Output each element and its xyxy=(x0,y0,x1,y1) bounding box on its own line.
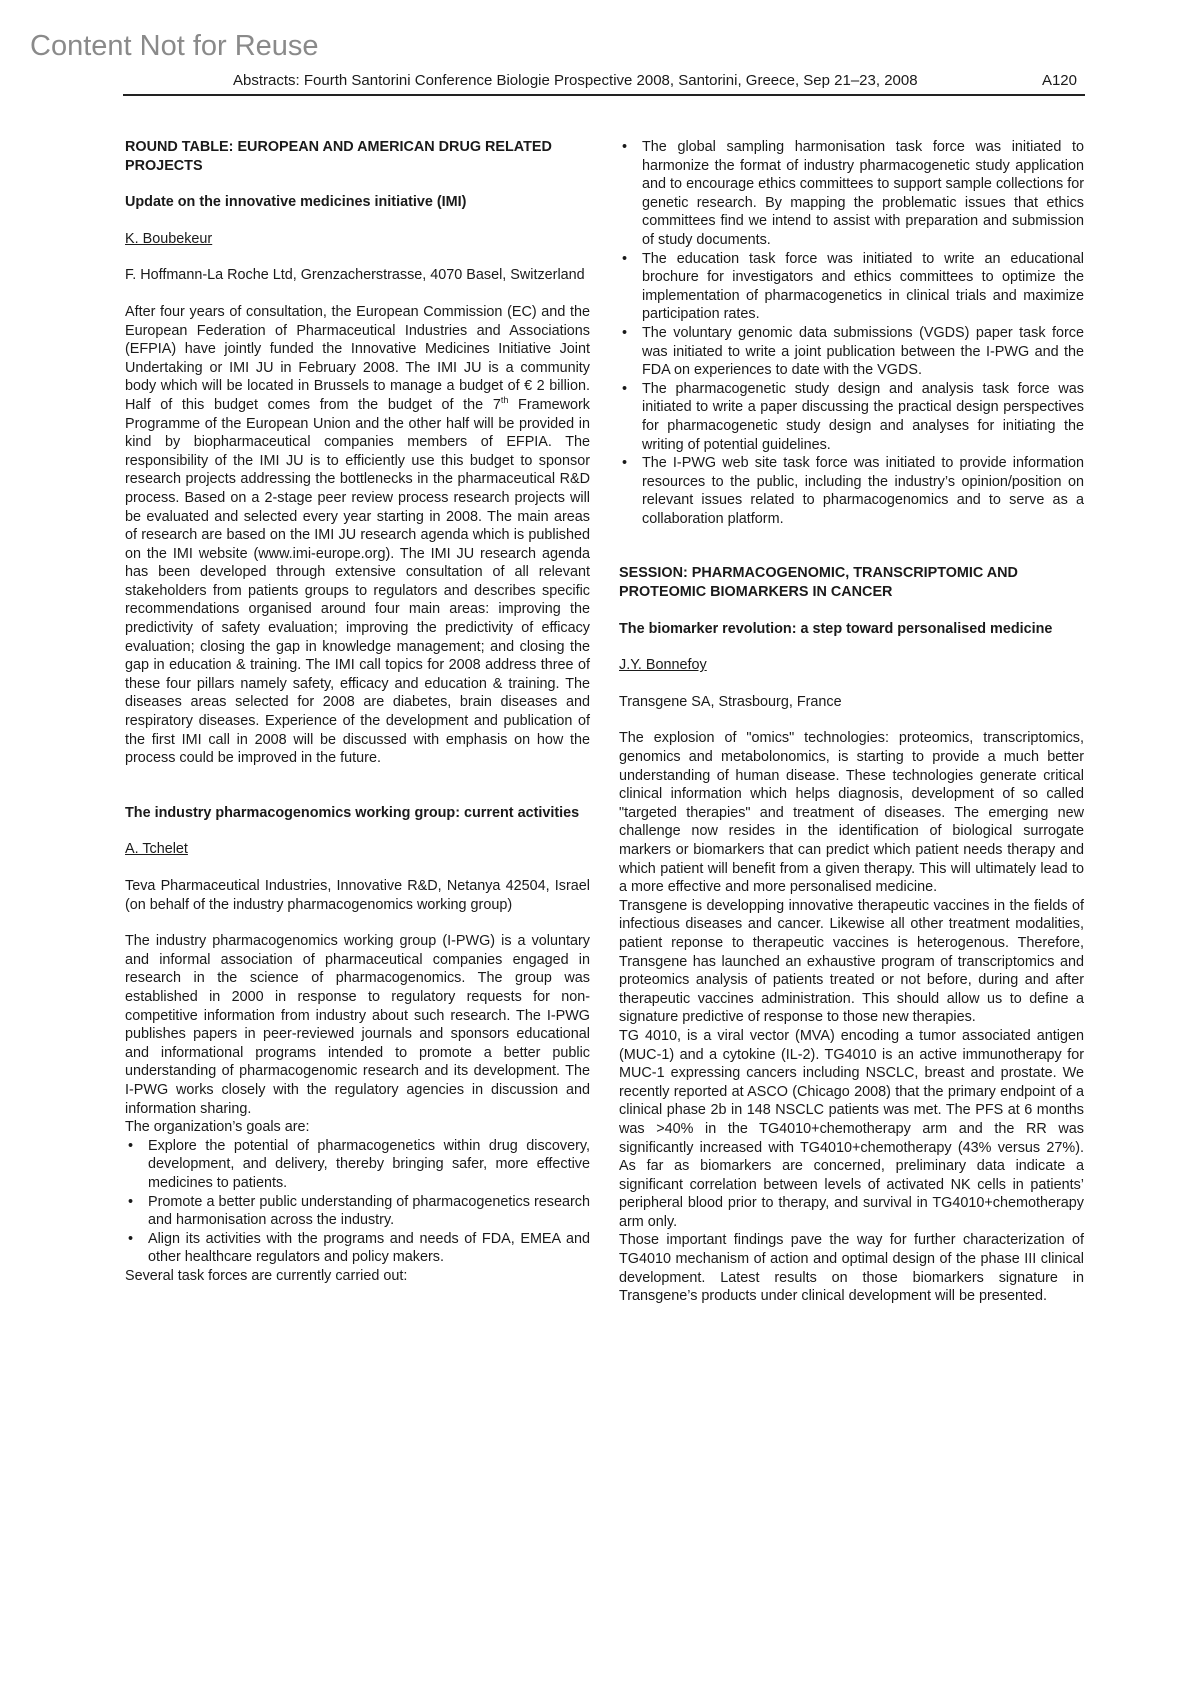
left-column xyxy=(125,138,590,1285)
abstract-body xyxy=(125,303,590,768)
abstract-title: The biomarker revolution: a step toward personalised medicine xyxy=(619,620,1053,637)
task-forces-intro: Several task forces are currently carried out: xyxy=(125,1267,408,1284)
section-title: SESSION: PHARMACOGENOMIC, TRANSCRIPTOMIC AND PROTEOMIC BIOMARKERS IN CANCER xyxy=(619,565,1018,601)
section-title: ROUND TABLE: EUROPEAN AND AMERICAN DRUG RELATED PROJECTS xyxy=(125,139,552,174)
right-column xyxy=(619,138,1084,1306)
abstract-title: Update on the innovative medicines initiative (IMI) xyxy=(125,194,467,211)
author: K. Boubekeur xyxy=(125,230,213,247)
list-item: • The education task force was initiated to write an educational brochure for investigators and ethics committees to optimize the implementation of pharmacogenetics in clinical trials and maximize participation rates. xyxy=(619,250,1084,324)
list-item: • The pharmacogenetic study design and analysis task force was initiated to write a paper discussing the practical design perspectives for pharmacogenetic study design and analyses for initiating the writing of potential guidelines. xyxy=(619,380,1084,454)
goals-list xyxy=(125,1137,590,1267)
author: A. Tchelet xyxy=(125,841,188,858)
abstract-paragraph: Transgene is developping innovative therapeutic vaccines in the fields of infectious diseases and cancer. Likewise all other treatment modalities, patient reponse to therapeutic vaccines is heterogenous. Therefore, Transgene has launched an exhaustive program of transcriptomics and proteomics analysis of patients treated or not before, during and after therapeutic vaccines administration. This should allow us to define a signature predictive of response to those new therapies. xyxy=(619,897,1084,1026)
list-item: • Explore the potential of pharmacogenetics within drug discovery, development, and delivery, thereby bringing safer, more effective medicines to patients. xyxy=(125,1137,590,1193)
author: J.Y. Bonnefoy xyxy=(619,657,707,674)
running-header xyxy=(123,70,1085,96)
page-number: A120 xyxy=(1041,72,1077,89)
journal-header-title: Abstracts: Fourth Santorini Conference Biologie Prospective 2008, Santorini, Greece, Sep 21–23, 2008 xyxy=(233,72,918,89)
affiliation: Teva Pharmaceutical Industries, Innovative R&D, Netanya 42504, Israel (on behalf of the industry pharmacogenomics working group) xyxy=(125,878,590,913)
body-text: Framework Programme of the European Union and the other half will be provided in kind by biopharmaceutical companies members of EFPIA. The responsibility of the IMI JU is to efficiently use this budget to sponsor research projects addressing the bottlenecks in the pharmaceutical R&D process. Based on a 2-stage peer review process research projects will be evaluated and selected every year starting in 2008. The main areas of research are based on the IMI JU research agenda which is published on the IMI website (www.imi-europe.org). The IMI JU research agenda has been developed through extensive consultation of all relevant stakeholders from patients groups to regulators and describes specific recommendations organised around four main areas: improving the predictivity of safety evaluation; improving the predictivity of efficacy evaluation; closing the gap in knowledge management; and closing the gap in education & training. The IMI call topics for 2008 address three of these four pillars namely safety, efficacy and education & training. The diseases areas selected for 2008 are diabetes, brain diseases and respiratory diseases. Experience of the development and publication of the first IMI call in 2008 will be discussed with emphasis on how the process could be improved in the future. xyxy=(125,396,590,767)
task-forces-list xyxy=(619,138,1084,528)
superscript: th xyxy=(500,395,509,406)
list-item: • The I-PWG web site task force was initiated to provide information resources to the public, including the industry’s opinion/position on relevant issues related to pharmacogenomics and to serve as a collaboration platform. xyxy=(619,454,1084,528)
abstract-paragraph: Those important findings pave the way for further characterization of TG4010 mechanism of action and optimal design of the phase III clinical development. Latest results on those biomarkers signature in Transgene’s products under clinical development will be presented. xyxy=(619,1232,1084,1305)
watermark: Content Not for Reuse xyxy=(30,30,319,62)
abstract-title: The industry pharmacogenomics working group: current activities xyxy=(125,804,580,821)
affiliation: Transgene SA, Strasbourg, France xyxy=(619,693,842,710)
body-text: After four years of consultation, the European Commission (EC) and the European Federation of Pharmaceutical Industries and Associations (EFPIA) have jointly funded the Innovative Medicines Initiative Joint Undertaking or IMI JU in February 2008. The IMI JU is a community body which will be located in Brussels to manage a budget of € 2 billion. Half of this budget comes from the budget of the 7 xyxy=(125,303,590,413)
abstract-paragraph: TG 4010, is a viral vector (MVA) encoding a tumor associated antigen (MUC-1) and a cytokine (IL-2). TG4010 is an active immunotherapy for MUC-1 expressing cancers including NSCLC, breast and prostate. We recently reported at ASCO (Chicago 2008) that the primary endpoint of a clinical phase 2b in 148 NSCLC patients was met. The PFS at 6 months was >40% in the TG4010+chemotherapy arm and the RR was significantly increased with TG4010+chemotherapy (43% versus 27%). As far as biomarkers are concerned, preliminary data indicate a significant correlation between levels of activated NK cells in patients’ peripheral blood prior to therapy, and survival in TG4010+chemotherapy arm only. xyxy=(619,1027,1084,1230)
affiliation: F. Hoffmann-La Roche Ltd, Grenzacherstrasse, 4070 Basel, Switzerland xyxy=(125,267,585,284)
abstract-body: The industry pharmacogenomics working group (I-PWG) is a voluntary and informal association of pharmaceutical companies engaged in research in the science of pharmacogenomics. The group was established in 2000 in response to regulatory requests for non-competitive information from industry about such research. The I-PWG publishes papers in peer-reviewed journals and sponsors educational and informational programs intended to promote a better public understanding of pharmacogenomic research and its development. The I-PWG works closely with the regulatory agencies in discussion and information sharing. xyxy=(125,933,590,1117)
abstract-paragraph: The explosion of "omics" technologies: proteomics, transcriptomics, genomics and metabolonomics, is starting to provide a much better understanding of human disease. These technologies generate critical clinical information which helps diagnosis, development of so called "targeted therapies" and treatment of diseases. The emerging new challenge now resides in the identification of biological surrogate markers or biomarkers that can predict which patient needs therapy and which patient will benefit from a given therapy. This will ultimately lead to a more effective and more personalised medicine. xyxy=(619,730,1084,896)
list-item: • The global sampling harmonisation task force was initiated to harmonize the format of industry pharmacogenetic study application and to encourage ethics committees to support sample collections for genetic research. By mapping the problematic issues that ethics committees find we intend to assist with preparation and submission of study documents. xyxy=(619,138,1084,250)
list-item: • The voluntary genomic data submissions (VGDS) paper task force was initiated to write a joint publication between the I-PWG and the FDA on experiences to date with the VGDS. xyxy=(619,324,1084,380)
list-item: • Promote a better public understanding of pharmacogenetics research and harmonisation across the industry. xyxy=(125,1193,590,1230)
goals-intro: The organization’s goals are: xyxy=(125,1119,310,1136)
list-item: • Align its activities with the programs and needs of FDA, EMEA and other healthcare regulators and policy makers. xyxy=(125,1230,590,1267)
